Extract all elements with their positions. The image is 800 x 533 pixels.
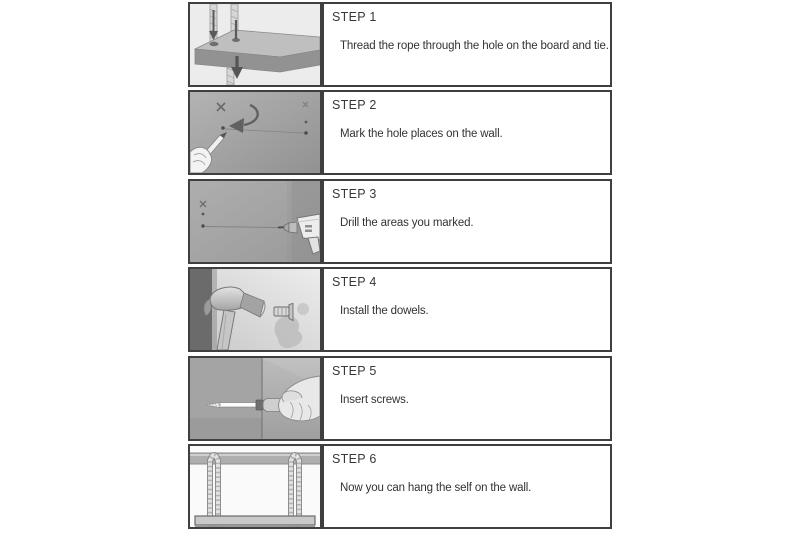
shelf-board-icon	[195, 516, 315, 527]
step-6-label: STEP 6	[332, 451, 377, 466]
step-4-textbox	[322, 267, 612, 352]
step-3-row	[188, 179, 612, 264]
step-1-description: Thread the rope through the hole on the board and tie.	[340, 40, 609, 52]
step-5-illustration	[188, 356, 322, 441]
step-3-label: STEP 3	[332, 186, 377, 201]
step-3-illustration	[188, 179, 322, 264]
step-5-textbox	[322, 356, 612, 441]
step-1-textbox	[322, 2, 612, 87]
step-4-illustration	[188, 267, 322, 352]
step-6-description: Now you can hang the self on the wall.	[340, 481, 532, 494]
step-1-label: STEP 1	[332, 10, 377, 24]
step-4-description: Install the dowels.	[340, 305, 429, 318]
step-6-illustration	[188, 444, 322, 529]
step-3-textbox	[322, 179, 612, 264]
step-4-label: STEP 4	[332, 275, 377, 290]
step-6-textbox	[322, 444, 612, 529]
steps-column	[188, 2, 612, 529]
step-5-description: Insert screws.	[340, 393, 409, 406]
step-6-row	[188, 444, 612, 529]
step-2-description: Mark the hole places on the wall.	[340, 128, 503, 141]
step-1-illustration	[188, 2, 322, 87]
step-5-row	[188, 356, 612, 441]
step-5-label: STEP 5	[332, 363, 377, 378]
step-3-description: Drill the areas you marked.	[340, 216, 474, 229]
step-1-row	[188, 2, 612, 87]
step-2-textbox	[322, 90, 612, 175]
step-2-row	[188, 90, 612, 175]
step-4-row	[188, 267, 612, 352]
step-2-label: STEP 2	[332, 98, 377, 113]
step-2-illustration	[188, 90, 322, 175]
